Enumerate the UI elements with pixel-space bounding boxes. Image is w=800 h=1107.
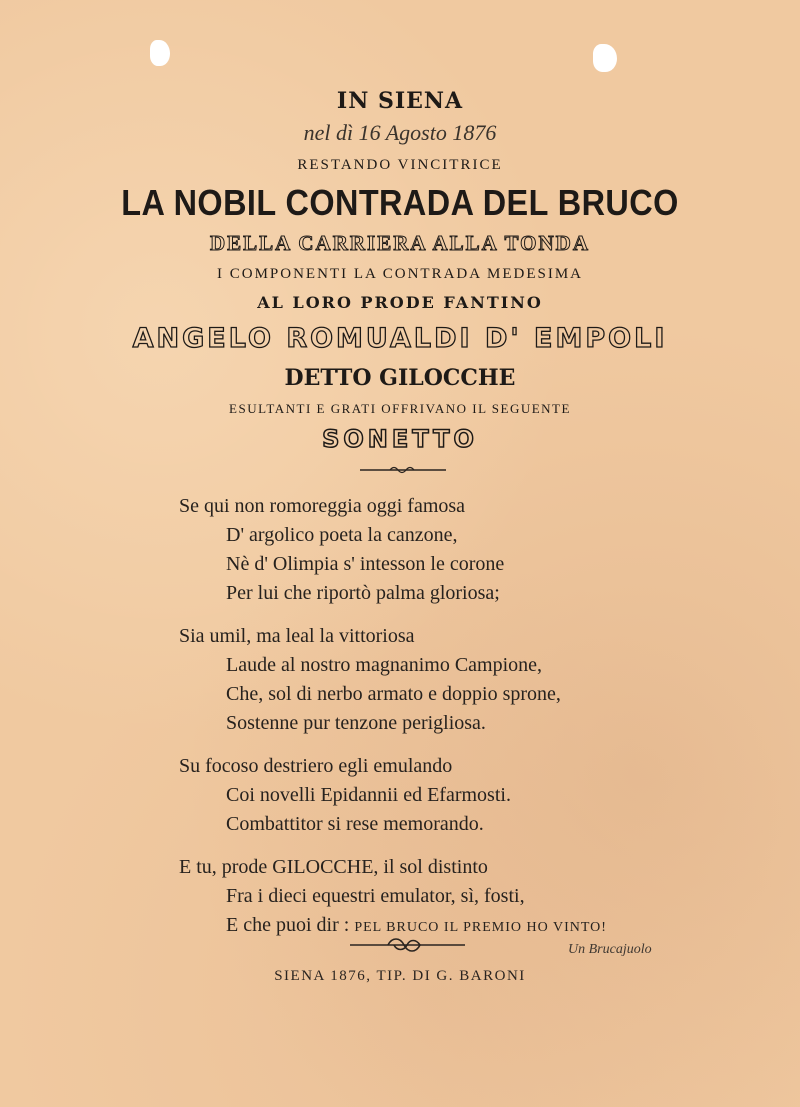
verse-line: E tu, prode GILOCCHE, il sol distinto xyxy=(179,856,488,878)
verse-line: Se qui non romoreggia oggi famosa xyxy=(179,495,466,517)
restando-line: RESTANDO VINCITRICE xyxy=(297,157,503,173)
stanza xyxy=(0,853,800,940)
ornament-flourish-icon xyxy=(350,934,465,956)
sonnet-body xyxy=(0,492,800,954)
dedication-line: ESULTANTI E GRATI OFFRIVANO IL SEGUENTE xyxy=(229,401,571,416)
ornament-divider-icon xyxy=(360,462,446,478)
paper-hole xyxy=(150,40,170,66)
verse-line: Sia umil, ma leal la vittoriosa xyxy=(179,625,415,647)
verse-line: Laude al nostro magnanimo Campione, xyxy=(226,654,543,676)
final-motto: PEL BRUCO IL PREMIO HO VINTO! xyxy=(354,920,607,935)
city-heading: IN SIENA xyxy=(336,88,464,114)
verse-line: Fra i dieci equestri emulator, sì, fosti, xyxy=(226,885,525,907)
paper-hole xyxy=(593,44,617,72)
verse-line: Combattitor si rese memorando. xyxy=(226,813,484,835)
signature: Un Brucajuolo xyxy=(568,942,652,957)
jockey-name: ANGELO ROMUALDI D' EMPOLI xyxy=(132,323,668,354)
verse-line-text: E che puoi dir : xyxy=(226,914,350,936)
verse-line: Che, sol di nerbo armato e doppio sprone, xyxy=(226,683,561,705)
verse-line: D' argolico poeta la canzone, xyxy=(226,524,458,546)
componenti-line: I COMPONENTI LA CONTRADA MEDESIMA xyxy=(216,266,583,282)
broadside-header xyxy=(0,86,800,456)
stanza xyxy=(0,622,800,738)
printer-imprint: SIENA 1876, TIP. DI G. BARONI xyxy=(274,968,526,984)
verse-line: Sostenne pur tenzone perigliosa. xyxy=(226,712,486,734)
verse-line: Per lui che riportò palma gloriosa; xyxy=(226,582,500,604)
carriera-line: DELLA CARRIERA ALLA TONDA xyxy=(209,231,591,255)
fantino-line: AL LORO PRODE FANTINO xyxy=(257,293,543,312)
stanza xyxy=(0,492,800,608)
verse-line: Coi novelli Epidannii ed Efarmosti. xyxy=(226,784,511,806)
sonetto-heading: SONETTO xyxy=(322,425,478,453)
verse-line: Su focoso destriero egli emulando xyxy=(179,755,453,777)
verse-line: Nè d' Olimpia s' intesson le corone xyxy=(226,553,505,575)
nickname-line: DETTO GILOCCHE xyxy=(284,365,516,391)
stanza xyxy=(0,752,800,839)
contrada-title: LA NOBIL CONTRADA DEL BRUCO xyxy=(121,182,679,223)
date-line: nel dì 16 Agosto 1876 xyxy=(303,120,497,145)
